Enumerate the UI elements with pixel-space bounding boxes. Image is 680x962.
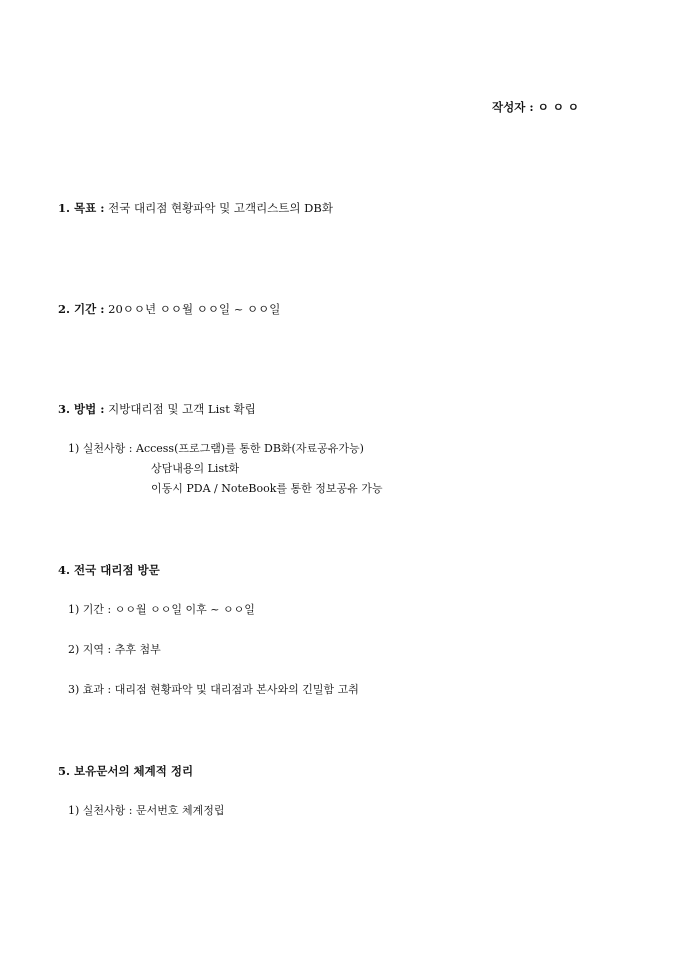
section-period	[58, 302, 280, 316]
section-title: 1. 목표 :	[58, 201, 105, 215]
item-label: 1) 실천사항 :	[68, 804, 133, 817]
item-text: 대리점 현황파악 및 대리점과 본사와의 긴밀함 고취	[114, 683, 359, 696]
item-label: 2) 지역 :	[68, 643, 112, 656]
author-line: 작성자 : ㅇ ㅇ ㅇ	[492, 100, 579, 114]
section-title: 2. 기간 :	[58, 302, 105, 316]
item-label: 3) 효과 :	[68, 683, 112, 696]
item-text: 추후 첨부	[114, 643, 161, 656]
visit-effect-item	[68, 683, 359, 697]
item-label: 1) 실천사항 :	[68, 442, 133, 455]
section-visit-title: 4. 전국 대리점 방문	[58, 563, 160, 577]
item-label: 1) 기간 :	[68, 603, 112, 616]
section-goal	[58, 201, 333, 215]
section-documents-title: 5. 보유문서의 체계적 정리	[58, 764, 194, 778]
item-text: 문서번호 체계정립	[136, 804, 225, 817]
section-title: 3. 방법 :	[58, 402, 105, 416]
section-text: 20ㅇㅇ년 ㅇㅇ월 ㅇㅇ일 ~ ㅇㅇ일	[108, 302, 281, 316]
method-practice-line: 상담내용의 List화	[151, 462, 240, 475]
section-text: 지방대리점 및 고객 List 확립	[108, 402, 256, 416]
documents-practice-item	[68, 804, 225, 818]
item-text: ㅇㅇ월 ㅇㅇ일 이후 ~ ㅇㅇ일	[114, 603, 255, 616]
method-practice-item	[68, 442, 364, 456]
item-text: Access(프로그램)를 통한 DB화(자료공유가능)	[136, 442, 364, 455]
section-text: 전국 대리점 현황파악 및 고객리스트의 DB화	[108, 201, 333, 215]
section-method	[58, 402, 256, 416]
method-practice-line: 이동시 PDA / NoteBook를 통한 정보공유 가능	[151, 482, 383, 495]
visit-period-item	[68, 603, 255, 617]
visit-region-item	[68, 643, 161, 657]
